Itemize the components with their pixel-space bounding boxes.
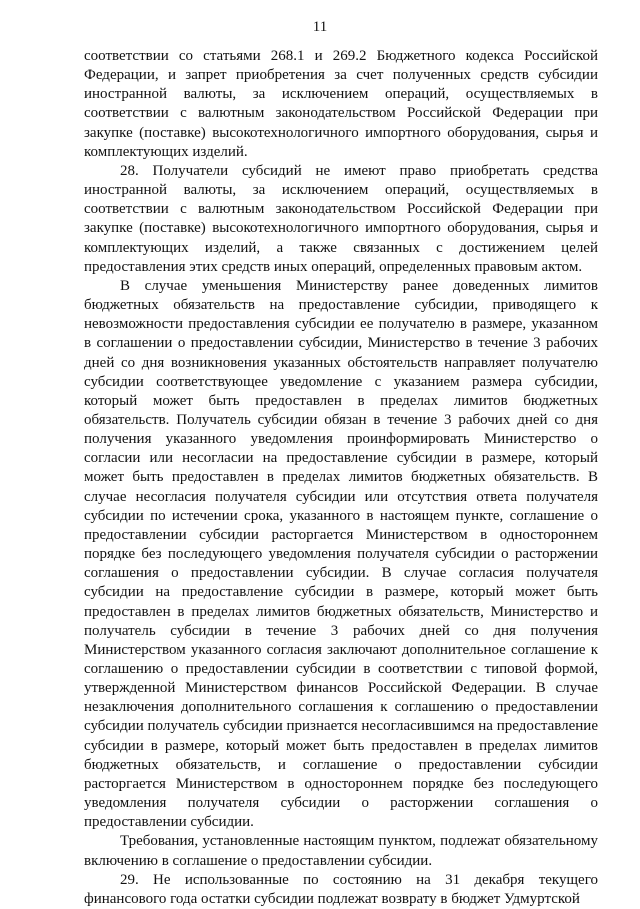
paragraph-item-28: 28. Получатели субсидий не имеют право приобретать средства иностранной валюты, за исключением операций, осуществляемых в соответствии с валютным законодательством Российской Федерации при закупке (поставке) высокотехнологичного импортного оборудования, сырья и комплектующих изделий, а также связанных с достижением целей предоставления этих средств иных операций, определенных правовым актом.: [84, 162, 598, 275]
paragraph-item-29: 29. Не использованные по состоянию на 31 декабря текущего финансового года остатки субсидии подлежат возврату в бюджет Удмуртской: [84, 871, 598, 907]
paragraph-requirements: Требования, установленные настоящим пунктом, подлежат обязательному включению в соглашение о предоставлении субсидии.: [84, 833, 598, 869]
paragraph-continuation: соответствии со статьями 268.1 и 269.2 Бюджетного кодекса Российской Федерации, и запрет приобретения за счет полученных средств субсидии иностранной валюты, за исключением операций, осуществляемых в соответствии с валютным законодательством Российской Федерации при закупке (поставке) высокотехнологичного импортного оборудования, сырья и комплектующих изделий.: [84, 48, 598, 160]
page-number: 11: [312, 19, 328, 35]
paragraph-limits-reduction: В случае уменьшения Министерству ранее доведенных лимитов бюджетных обязательств на предоставление субсидии, приводящего к невозможности предоставления субсидии ее получателю в размере, указанном в соглашении о предоставлении субсидии, Министерство в течение 3 рабочих дней со дня возникновения указанных обстоятельств направляет получателю субсидии соответствующее уведомление с указанием размера субсидии, который может быть предоставлен в пределах лимитов бюджетных обязательств. Получатель субсидии обязан в течение 3 рабочих дней со дня получения указанного уведомления проинформировать Министерство о согласии или несогласии на предоставление субсидии в размере, который может быть предоставлен в пределах лимитов бюджетных обязательств. В случае несогласия получателя субсидии или отсутствия ответа получателя субсидии по истечении срока, указанного в настоящем пункте, соглашение о предоставлении субсидии расторгается Министерством в одностороннем порядке без последующего уведомления получателя субсидии о расторжении соглашения о предоставлении субсидии. В случае согласия получателя субсидии на предоставление субсидии в размере, который может быть предоставлен в пределах лимитов бюджетных обязательств, Министерство и получатель субсидии в течение 3 рабочих дней со дня получения Министерством указанного согласия заключают дополнительное соглашение к соглашению о предоставлении субсидии в соответствии с типовой формой, утвержденной Министерством финансов Российской Федерации. В случае незаключения дополнительного соглашения к соглашению о предоставлении субсидии получатель субсидии признается несогласившимся на предоставление субсидии в размере, который может быть предоставлен в пределах лимитов бюджетных обязательств, и соглашение о предоставлении субсидии расторгается Министерством в одностороннем порядке без последующего уведомления получателя субсидии о расторжении соглашения о предоставлении субсидии.: [84, 277, 598, 831]
document-body: [84, 47, 598, 909]
